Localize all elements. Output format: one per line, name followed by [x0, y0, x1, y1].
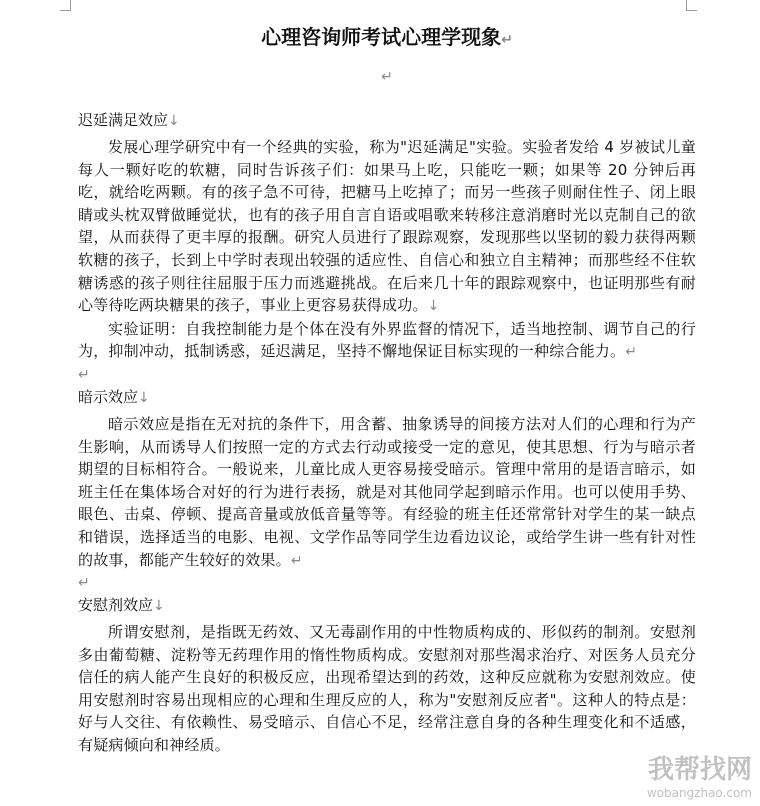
paragraph: 发展心理学研究中有一个经典的实验，称为"迟延满足"实验。实验者发给 4 岁被试儿童每人一颗好吃的软糖，同时告诉孩子们：如果马上吃，只能吃一颗；如果等 20 分钟后再吃，就给吃两颗。有的孩子急不可待，把糖马上吃掉了；而另一些孩子则耐住性子、闭上眼睛或头枕双臂做睡觉状，也有的孩子用自言自语或唱歌来转移注意消磨时光以克制自己的欲望，从而获得了更丰厚的报酬。研究人员进行了跟踪观察，发现那些以坚韧的毅力获得两颗软糖的孩子，长到上中学时表现出较强的适应性、自信心和独立自主精神；而那些经不住软糖诱惑的孩子则往往屈服于压力而逃避挑战。在后来几十年的跟踪观察中，也证明那些有耐心等待吃两块糖果的孩子，事业上更容易获得成功。↓	[78, 138, 696, 315]
paragraph: 暗示效应是指在无对抗的条件下，用含蓄、抽象诱导的间接方法对人们的心理和行为产生影响，从而诱导人们按照一定的方式去行动或接受一定的意见，使其思想、行为与暗示者期望的目标相符合。一般说来，儿童比成人更容易接受暗示。管理中常用的是语言暗示，如班主任在集体场合对好的行为进行表扬，就是对其他同学起到暗示作用。也可以使用手势、眼色、击桌、停顿、提高音量或放低音量等等。有经验的班主任还常常针对学生的某一缺点和错误，选择适当的电影、电视、文学作品等同学生边看边议论，或给学生讲一些有针对性的故事，都能产生较好的效果。↵	[78, 414, 696, 569]
watermark-sub: wobangzhao.com	[646, 786, 752, 800]
empty-paragraph-mark: ↵	[78, 575, 90, 592]
section-heading-suggestion-effect: 暗示效应↓	[78, 387, 150, 406]
page-title: 心理咨询师考试心理学现象↵	[261, 25, 513, 49]
empty-paragraph-mark: ↵	[78, 366, 90, 383]
crop-mark-top-left	[60, 0, 71, 11]
paragraph: 实验证明：自我控制能力是个体在没有外界监督的情况下，适当地控制、调节自己的行为，抑制冲动，抵制诱惑，延迟满足，坚持不懈地保证目标实现的一种综合能力。↵	[78, 319, 696, 361]
watermark-main: 我帮找网	[647, 755, 752, 785]
crop-mark-top-right	[686, 0, 697, 11]
watermark-logo	[647, 749, 752, 800]
section-heading-delay-gratification: 迟延满足效应↓	[78, 111, 180, 129]
empty-paragraph-mark: ↵	[381, 69, 393, 85]
section-heading-placebo-effect: 安慰剂效应↓	[78, 596, 165, 615]
paragraph: 所谓安慰剂，是指既无药效、又无毒副作用的中性物质构成的、形似药的制剂。安慰剂多由葡萄糖、淀粉等无药理作用的惰性物质构成。安慰剂对那些渴求治疗、对医务人员充分信任的病人能产生良好的积极反应，出现希望达到的药效，这种反应就称为安慰剂效应。使用安慰剂时容易出现相应的心理和生理反应的人，称为"安慰剂反应者"。这种人的特点是：好与人交往、有依赖性、易受暗示、自信心不足，经常注意自身的各种生理变化和不适感，有疑病倾向和神经质。	[78, 623, 696, 755]
document-page	[78, 22, 696, 757]
